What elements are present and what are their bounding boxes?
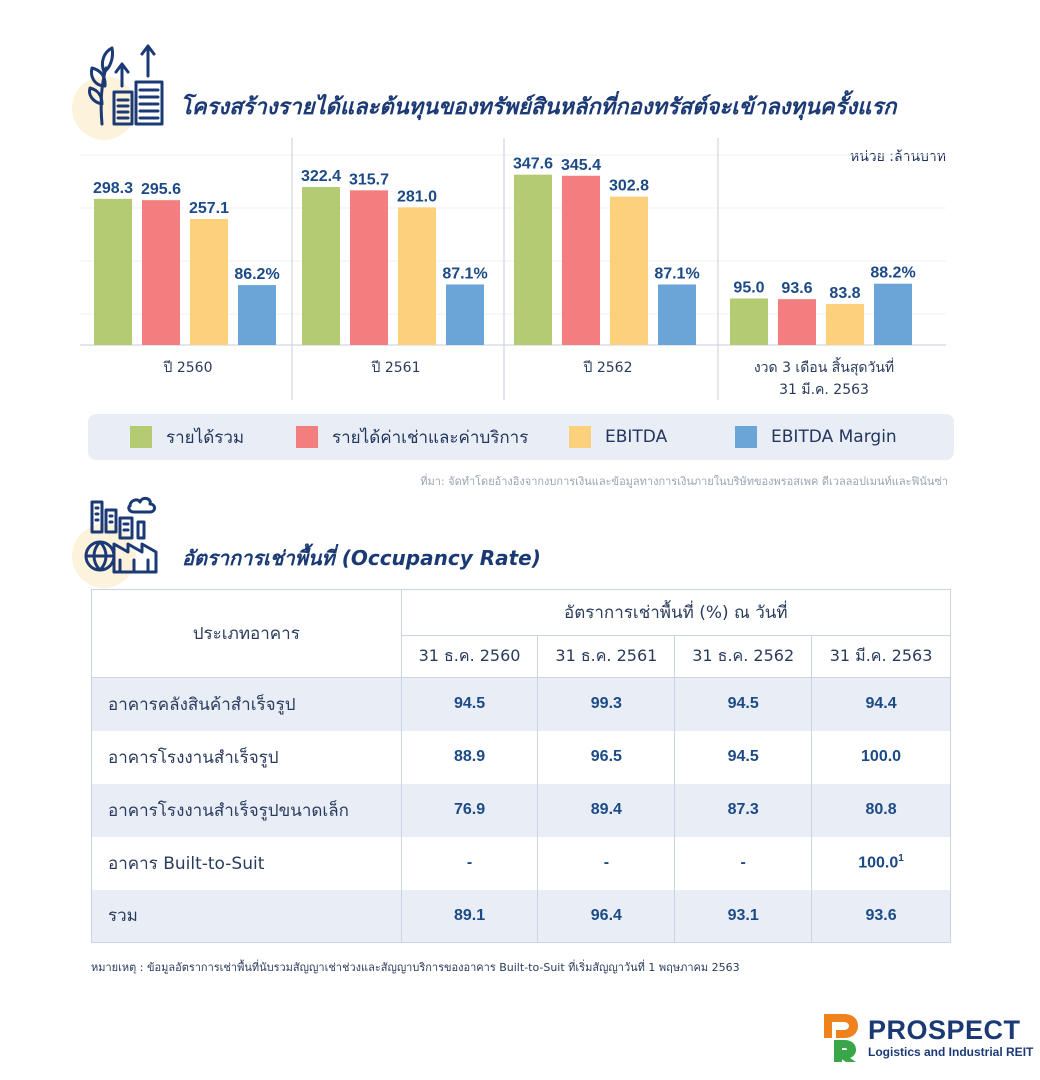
legend-label: รายได้ค่าเช่าและค่าบริการ bbox=[332, 427, 529, 448]
category-label: ปี 2561 bbox=[371, 360, 421, 376]
bar bbox=[190, 219, 228, 345]
row-label: อาคารคลังสินค้าสำเร็จรูป bbox=[92, 678, 402, 731]
table-cell: 89.4 bbox=[538, 784, 675, 837]
table-cell: - bbox=[401, 837, 538, 890]
table-cell: - bbox=[538, 837, 675, 890]
footnote-marker: 1 bbox=[898, 853, 904, 865]
legend-item bbox=[130, 414, 244, 460]
growth-building-icon bbox=[80, 42, 172, 126]
bar bbox=[142, 200, 180, 345]
bar bbox=[562, 176, 600, 345]
bar bbox=[302, 187, 340, 345]
table-cell: 94.5 bbox=[675, 731, 812, 784]
occupancy-section-title: อัตราการเช่าพื้นที่ (Occupancy Rate) bbox=[182, 546, 541, 570]
table-cell: 88.9 bbox=[401, 731, 538, 784]
table-cell: 80.8 bbox=[812, 784, 951, 837]
bar bbox=[446, 284, 484, 345]
bar-value-label: 257.1 bbox=[188, 200, 230, 218]
bar bbox=[238, 285, 276, 345]
legend-item bbox=[569, 414, 667, 460]
table-cell: 87.3 bbox=[675, 784, 812, 837]
bar-value-label: 93.6 bbox=[781, 280, 813, 298]
header-date: 31 ธ.ค. 2562 bbox=[675, 636, 812, 678]
logo-name: PROSPECT bbox=[868, 1015, 1021, 1045]
table-cell: 94.5 bbox=[401, 678, 538, 731]
header-date: 31 ธ.ค. 2561 bbox=[538, 636, 675, 678]
bar-value-label: 302.8 bbox=[608, 177, 650, 195]
row-label: อาคาร Built-to-Suit bbox=[92, 837, 402, 890]
chart-legend bbox=[88, 414, 954, 460]
prospect-logo bbox=[822, 1012, 1033, 1064]
factory-globe-icon bbox=[80, 492, 172, 574]
table-cell-with-footnote bbox=[812, 837, 951, 890]
table-row-total bbox=[92, 890, 951, 943]
header-occupancy-rate: อัตราการเช่าพื้นที่ (%) ณ วันที่ bbox=[401, 590, 950, 636]
header-date: 31 ธ.ค. 2560 bbox=[401, 636, 538, 678]
revenue-section-header bbox=[80, 42, 896, 126]
revenue-section-title: โครงสร้างรายได้และต้นทุนของทรัพย์สินหลักที่กองทรัสต์จะเข้าลงทุนครั้งแรก bbox=[180, 95, 897, 120]
bar bbox=[778, 299, 816, 345]
legend-label: EBITDA bbox=[605, 427, 668, 447]
legend-label: EBITDA Margin bbox=[771, 427, 897, 447]
bar-value-label: 295.6 bbox=[140, 181, 182, 199]
table-cell: 93.6 bbox=[812, 890, 951, 943]
bar bbox=[610, 197, 648, 345]
category-label: ปี 2562 bbox=[583, 360, 633, 376]
bar bbox=[826, 304, 864, 345]
bar bbox=[350, 190, 388, 345]
table-cell: 89.1 bbox=[401, 890, 538, 943]
bar-value-label: 315.7 bbox=[348, 171, 390, 189]
legend-item bbox=[296, 414, 528, 460]
bar-value-label: 88.2% bbox=[870, 264, 916, 282]
category-label: 31 มี.ค. 2563 bbox=[779, 382, 869, 398]
source-note: ที่มา: จัดทำโดยอ้างอิงจากงบการเงินและข้อมูลทางการเงินภายในบริษัทของพรอสเพค ดีเวลลอปเมนท์และฟินันซ่า bbox=[420, 475, 948, 488]
header-date: 31 มี.ค. 2563 bbox=[812, 636, 951, 678]
table-cell: 99.3 bbox=[538, 678, 675, 731]
bar-value-label: 347.6 bbox=[512, 155, 554, 173]
pr-logo-mark-icon bbox=[822, 1012, 862, 1064]
logo-tagline: Logistics and Industrial REIT bbox=[868, 1045, 1034, 1059]
occupancy-section-header bbox=[80, 492, 541, 574]
legend-swatch bbox=[569, 426, 591, 448]
table-cell: 93.1 bbox=[675, 890, 812, 943]
bar-value-label: 298.3 bbox=[92, 179, 134, 197]
legend-swatch bbox=[735, 426, 757, 448]
header-building-type: ประเภทอาคาร bbox=[92, 590, 402, 678]
legend-label: รายได้รวม bbox=[166, 427, 245, 448]
bar-value-label: 83.8 bbox=[829, 284, 861, 302]
bar-value-label: 345.4 bbox=[560, 156, 602, 174]
legend-item bbox=[735, 414, 897, 460]
table-cell: 96.5 bbox=[538, 731, 675, 784]
bar-value-label: 281.0 bbox=[396, 188, 438, 206]
category-label: ปี 2560 bbox=[163, 360, 213, 376]
category-label: งวด 3 เดือน สิ้นสุดวันที่ bbox=[753, 360, 895, 376]
bar bbox=[658, 284, 696, 345]
bar-value-label: 87.1% bbox=[654, 265, 700, 283]
bar bbox=[94, 199, 132, 345]
table-cell: 76.9 bbox=[401, 784, 538, 837]
footnote-note: หมายเหตุ : ข้อมูลอัตราการเช่าพื้นที่นับรวมสัญญาเช่าช่วงและสัญญาบริการของอาคาร Built-to-Suit ที่เริ่มสัญญาวันที่ 1 พฤษภาคม 2563 bbox=[91, 961, 740, 974]
table-row bbox=[92, 731, 951, 784]
table-row bbox=[92, 784, 951, 837]
table-cell: 100.0 bbox=[812, 731, 951, 784]
revenue-bar-chart bbox=[80, 136, 960, 404]
table-row bbox=[92, 678, 951, 731]
table-cell: 96.4 bbox=[538, 890, 675, 943]
cell-value: 100.0 bbox=[858, 854, 899, 872]
row-label: อาคารโรงงานสำเร็จรูปขนาดเล็ก bbox=[92, 784, 402, 837]
table-cell: - bbox=[675, 837, 812, 890]
occupancy-table bbox=[91, 589, 951, 943]
bar bbox=[874, 284, 912, 345]
table-cell: 94.4 bbox=[812, 678, 951, 731]
row-label: รวม bbox=[92, 890, 402, 943]
bar-value-label: 86.2% bbox=[234, 266, 280, 284]
row-label: อาคารโรงงานสำเร็จรูป bbox=[92, 731, 402, 784]
bar bbox=[514, 175, 552, 345]
bar bbox=[730, 298, 768, 345]
bar-value-label: 87.1% bbox=[442, 265, 488, 283]
bar-value-label: 322.4 bbox=[300, 168, 342, 186]
logo-text bbox=[868, 1016, 1033, 1060]
legend-swatch bbox=[296, 426, 318, 448]
table-row bbox=[92, 837, 951, 890]
unit-label: หน่วย :ล้านบาท bbox=[849, 149, 946, 165]
bar bbox=[398, 207, 436, 345]
legend-swatch bbox=[130, 426, 152, 448]
table-cell: 94.5 bbox=[675, 678, 812, 731]
bar-value-label: 95.0 bbox=[733, 279, 765, 297]
